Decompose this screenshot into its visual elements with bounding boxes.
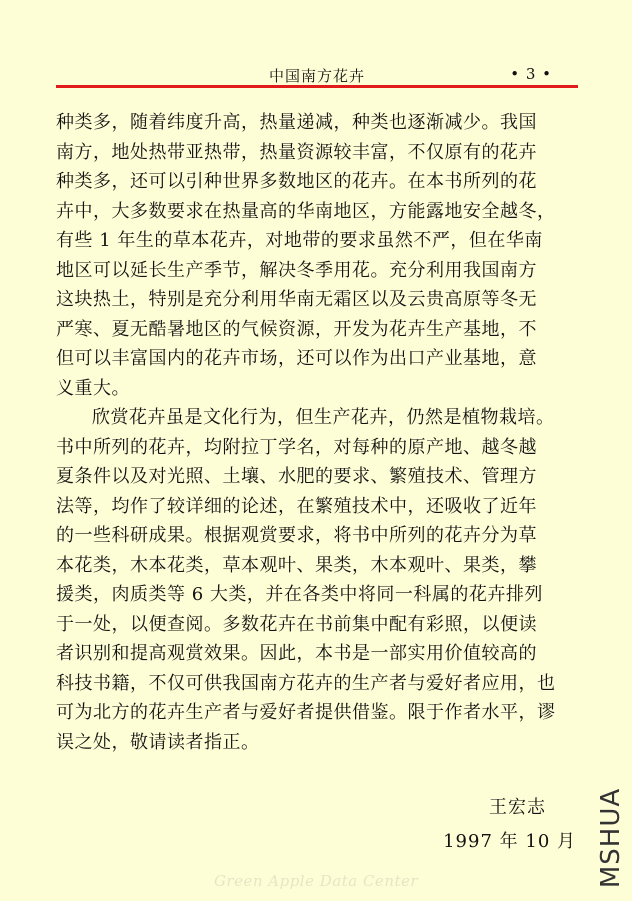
text-line: 夏条件以及对光照、土壤、水肥的要求、繁殖技术、管理方 [56,466,537,487]
text-line: 误之处，敬请读者指正。 [56,731,260,753]
body-text [56,108,578,757]
text-line: 种类多，随着纬度升高，热量递减，种类也逐渐减少。我国 [56,112,537,133]
text-line: 可为北方的花卉生产者与爱好者提供借鉴。限于作者水平，谬 [56,702,556,723]
text-line: 于一处，以便查阅。多数花卉在书前集中配有彩照，以便读 [56,613,537,635]
signature-date: 1997 年 10 月 [443,831,576,852]
text-line: 但可以丰富国内的花卉市场，还可以作为出口产业基地，意 [56,348,537,369]
watermark: Green Apple Data Center [213,872,419,890]
side-logo-text: MSHUA [596,787,626,889]
running-title: 中国南方花卉 [268,67,365,85]
text-line: 种类多，还可以引种世界多数地区的花卉。在本书所列的花 [56,171,537,192]
header-rule [56,85,578,88]
text-line: 欣赏花卉虽是文化行为，但生产花卉，仍然是植物栽培。 [92,407,555,428]
text-line: 本花类，木本花类，草本观叶、果类，木本观叶、果类，攀 [56,554,537,576]
text-line: 法等，均作了较详细的论述，在繁殖技术中，还吸收了近年 [56,495,537,517]
text-line: 科技书籍，不仅可供我国南方花卉的生产者与爱好者应用，也 [56,672,556,694]
text-line: 有些 1 年生的草本花卉，对地带的要求虽然不严，但在华南 [56,230,543,251]
text-line: 的一些科研成果。根据观赏要求，将书中所列的花卉分为草 [56,525,537,546]
text-line: 者识别和提高观赏效果。因此，本书是一部实用价值较高的 [56,643,537,664]
side-logo [594,788,628,888]
text-line: 卉中，大多数要求在热量高的华南地区，方能露地安全越冬， [56,200,556,222]
text-line: 地区可以延长生产季节，解决冬季用花。充分利用我国南方 [56,259,537,281]
text-line: 严寒、夏无酷暑地区的气候资源，开发为花卉生产基地，不 [56,318,537,340]
text-line: 南方，地处热带亚热带，热量资源较丰富，不仅原有的花卉 [56,141,537,163]
text-line: 援类，肉质类等 6 大类，并在各类中将同一科属的花卉排列 [56,584,543,605]
author-signature: 王宏志 [489,797,546,818]
text-line: 书中所列的花卉，均附拉丁学名，对每种的原产地、越冬越 [56,436,537,458]
page-number: • 3 • [510,65,552,83]
text-line: 义重大。 [56,377,130,399]
running-header [56,62,578,88]
text-line: 这块热土，特别是充分利用华南无霜区以及云贵高原等冬无 [56,289,537,310]
